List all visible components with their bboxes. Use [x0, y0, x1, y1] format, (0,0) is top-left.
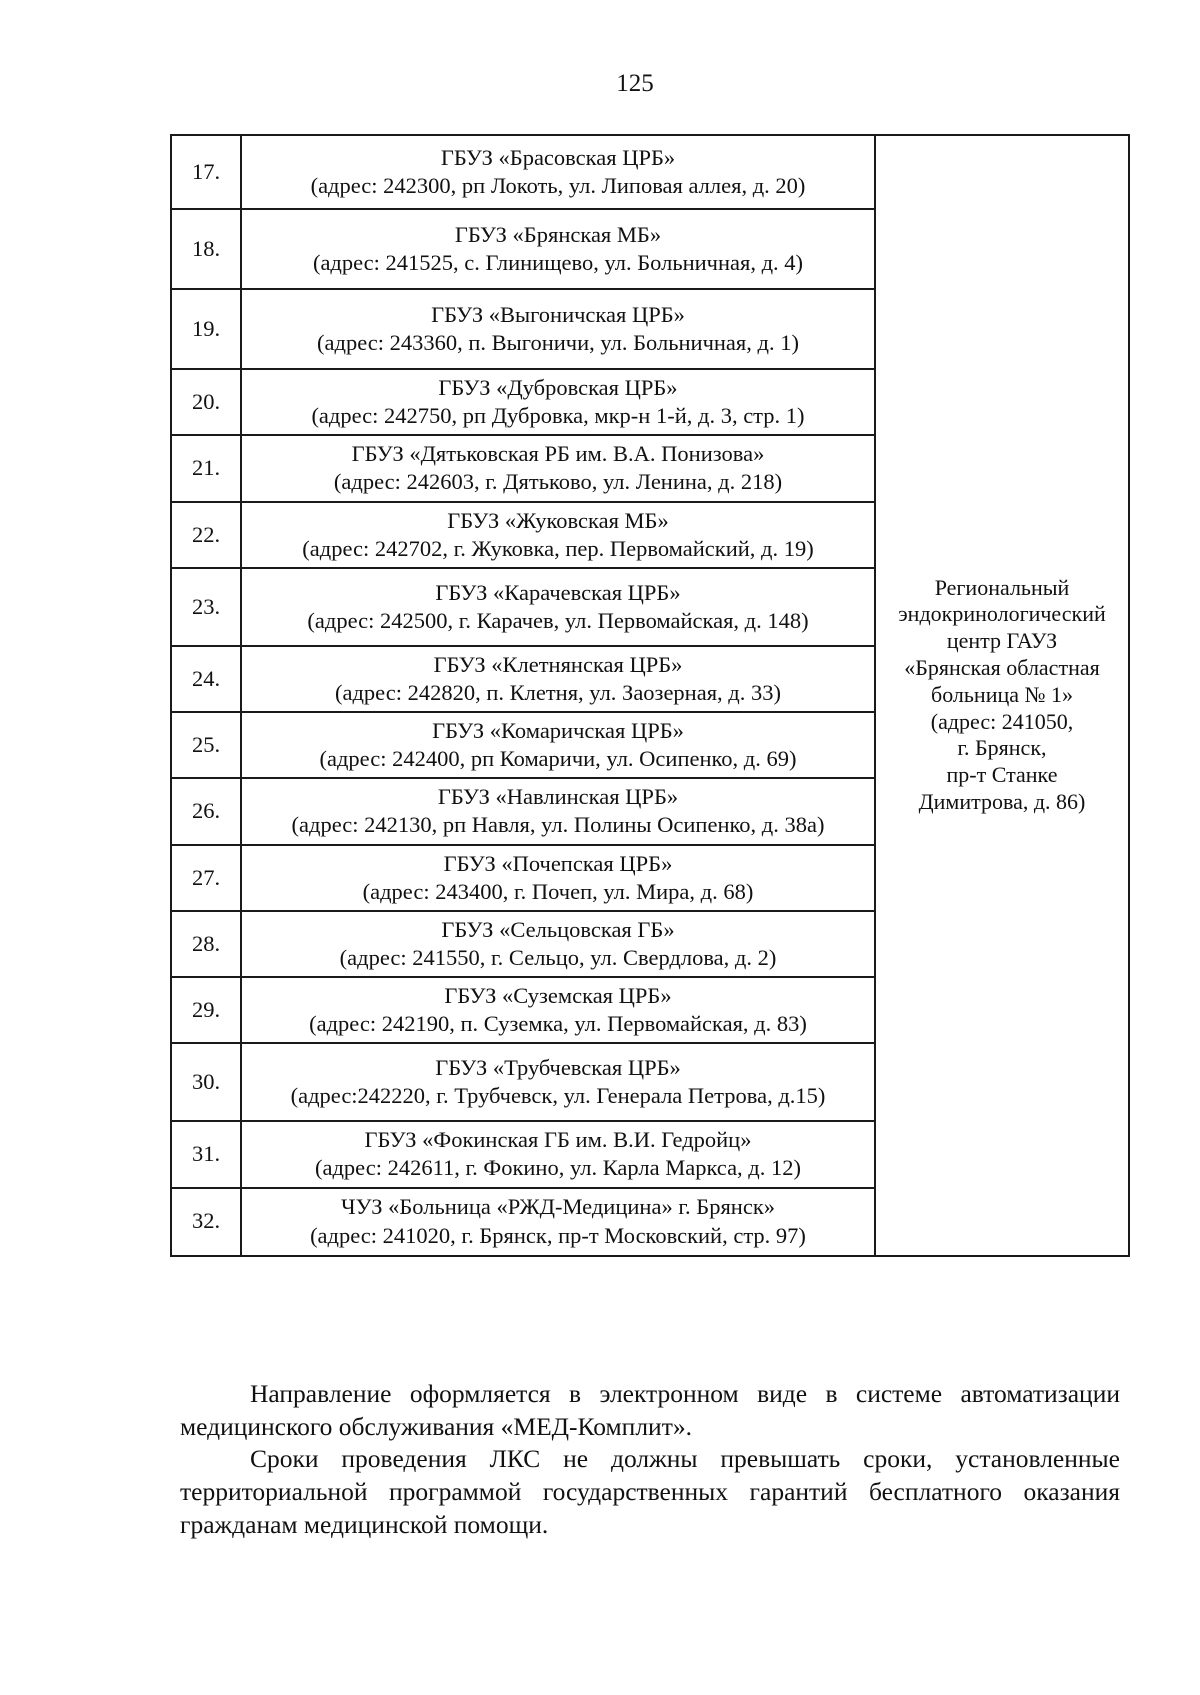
facility-cell: [241, 1043, 875, 1121]
facility-cell: [241, 845, 875, 911]
row-number: 21.: [171, 435, 241, 501]
row-number: 28.: [171, 911, 241, 977]
row-number: 22.: [171, 502, 241, 568]
endocrinology-center-cell: [875, 135, 1129, 1256]
facility-address: (адрес:242220, г. Трубчевск, ул. Генерала Петрова, д.15): [290, 1083, 826, 1109]
facility-name: ГБУЗ «Трубчевская ЦРБ»: [435, 1055, 681, 1081]
facility-address: (адрес: 242702, г. Жуковка, пер. Первомайский, д. 19): [302, 535, 814, 561]
row-number: 30.: [171, 1043, 241, 1121]
facility-cell: [241, 911, 875, 977]
table-row: [171, 135, 1129, 209]
facility-cell: [241, 712, 875, 778]
facility-address: (адрес: 242190, п. Суземка, ул. Первомайская, д. 83): [309, 1011, 807, 1037]
facility-cell: [241, 1188, 875, 1256]
center-line: пр-т Станке: [946, 762, 1058, 788]
row-number: 24.: [171, 646, 241, 712]
center-line: Димитрова, д. 86): [918, 789, 1086, 815]
facility-cell: [241, 135, 875, 209]
facility-address: (адрес: 242300, рп Локоть, ул. Липовая аллея, д. 20): [310, 173, 806, 198]
paragraph-referral: Направление оформляется в электронном виде в системе автоматизации медицинского обслуживания «МЕД-Комплит».: [180, 1379, 1120, 1441]
center-line: г. Брянск,: [957, 735, 1047, 761]
paragraph-deadlines: Сроки проведения ЛКС не должны превышать сроки, установленные территориальной программой государственных гарантий бесплатного оказания гражданам медицинской помощи.: [180, 1444, 1120, 1539]
facility-name: ГБУЗ «Выгоничская ЦРБ»: [431, 301, 685, 327]
facilities-table: [170, 134, 1130, 1257]
row-number: 27.: [171, 845, 241, 911]
center-line: «Брянская областная: [904, 655, 1100, 680]
facility-cell: [241, 209, 875, 289]
facility-name: ГБУЗ «Клетнянская ЦРБ»: [433, 651, 683, 677]
facility-name: ГБУЗ «Жуковская МБ»: [447, 507, 669, 533]
facility-address: (адрес: 242400, рп Комаричи, ул. Осипенко, д. 69): [319, 746, 797, 772]
facility-address: (адрес: 242820, п. Клетня, ул. Заозерная, д. 33): [334, 679, 781, 705]
facility-address: (адрес: 243400, г. Почеп, ул. Мира, д. 68): [362, 878, 754, 904]
facility-name: ГБУЗ «Дубровская ЦРБ»: [438, 375, 678, 400]
facility-name: ГБУЗ «Сельцовская ГБ»: [441, 916, 675, 942]
row-number: 23.: [171, 568, 241, 646]
facility-address: (адрес: 243360, п. Выгоничи, ул. Больничная, д. 1): [317, 330, 799, 355]
facility-name: ГБУЗ «Карачевская ЦРБ»: [435, 579, 681, 605]
row-number: 17.: [171, 135, 241, 209]
facility-cell: [241, 435, 875, 501]
facility-cell: [241, 646, 875, 712]
center-line: Региональный: [934, 574, 1070, 600]
center-line: центр ГАУЗ: [946, 628, 1058, 654]
facility-name: ГБУЗ «Суземская ЦРБ»: [444, 983, 672, 1008]
facility-cell: [241, 778, 875, 844]
facility-address: (адрес: 241550, г. Сельцо, ул. Свердлова, д. 2): [339, 944, 777, 970]
facility-name: ГБУЗ «Навлинская ЦРБ»: [437, 784, 679, 810]
row-number: 29.: [171, 977, 241, 1043]
facility-cell: [241, 1121, 875, 1187]
row-number: 18.: [171, 209, 241, 289]
facility-name: ГБУЗ «Почепская ЦРБ»: [443, 850, 673, 876]
facility-name: ГБУЗ «Дятьковская РБ им. В.А. Понизова»: [351, 441, 765, 467]
facility-name: ГБУЗ «Фокинская ГБ им. В.И. Гедройц»: [364, 1127, 752, 1153]
facility-cell: [241, 369, 875, 435]
facilities-table-body: [171, 135, 1129, 1256]
row-number: 25.: [171, 712, 241, 778]
facility-cell: [241, 289, 875, 369]
row-number: 19.: [171, 289, 241, 369]
facility-name: ГБУЗ «Брасовская ЦРБ»: [440, 144, 676, 170]
facility-cell: [241, 568, 875, 646]
facility-address: (адрес: 242750, рп Дубровка, мкр-н 1-й, д. 3, стр. 1): [311, 403, 805, 429]
facility-cell: [241, 977, 875, 1043]
facility-address: (адрес: 242603, г. Дятьково, ул. Ленина, д. 218): [333, 469, 783, 495]
facility-address: (адрес: 241525, с. Глинищево, ул. Больничная, д. 4): [312, 250, 804, 275]
row-number: 26.: [171, 778, 241, 844]
facility-address: (адрес: 242130, рп Навля, ул. Полины Осипенко, д. 38а): [291, 812, 825, 838]
facility-name: ГБУЗ «Комаричская ЦРБ»: [432, 718, 684, 743]
row-number: 31.: [171, 1121, 241, 1187]
facility-address: (адрес: 241020, г. Брянск, пр-т Московский, стр. 97): [310, 1222, 806, 1248]
facility-cell: [241, 502, 875, 568]
center-line: больница № 1»: [931, 681, 1073, 707]
facility-address: (адрес: 242611, г. Фокино, ул. Карла Маркса, д. 12): [314, 1155, 801, 1181]
facility-name: ЧУЗ «Больница «РЖД-Медицина» г. Брянск»: [340, 1194, 775, 1220]
row-number: 32.: [171, 1188, 241, 1256]
center-line: (адрес: 241050,: [930, 708, 1074, 734]
page-number: 125: [616, 70, 654, 97]
facility-address: (адрес: 242500, г. Карачев, ул. Первомайская, д. 148): [307, 607, 809, 633]
facility-name: ГБУЗ «Брянская МБ»: [454, 221, 662, 247]
body-text: [180, 1378, 1120, 1541]
row-number: 20.: [171, 369, 241, 435]
center-line: эндокринологический: [898, 601, 1106, 627]
